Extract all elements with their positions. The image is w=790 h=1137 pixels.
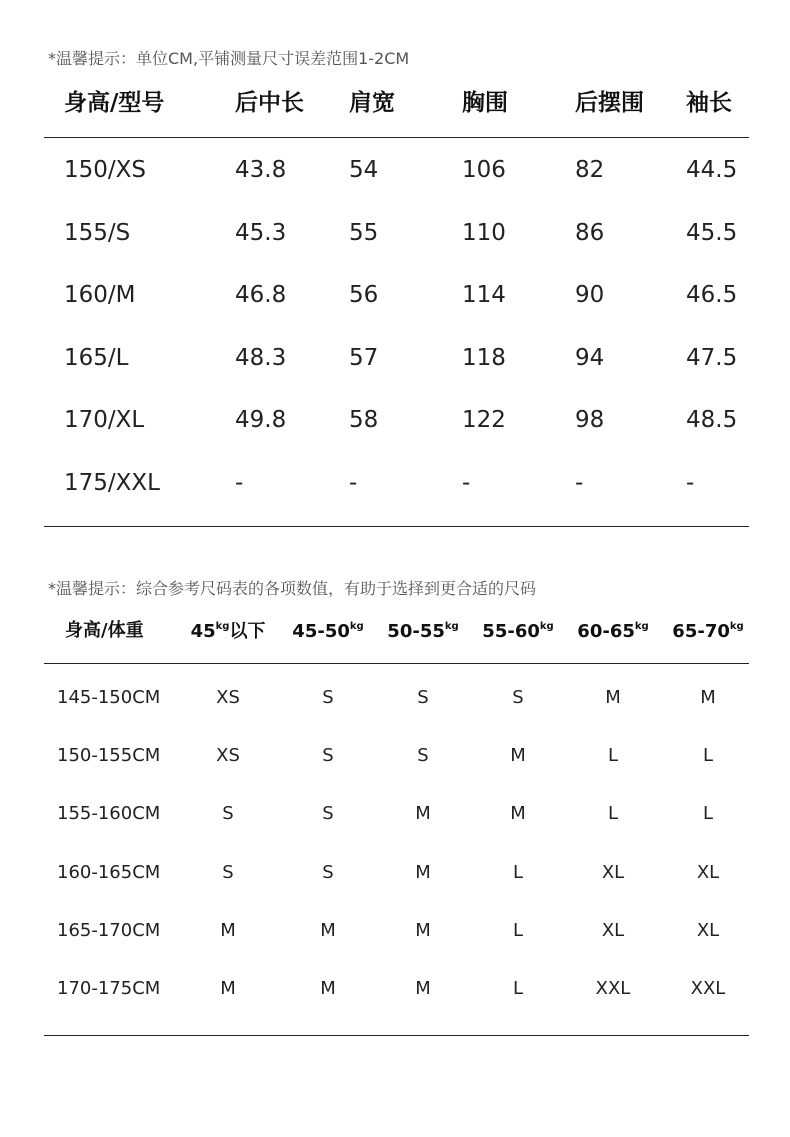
table-cell: XL (696, 862, 720, 883)
table-cell: 45.3 (235, 220, 287, 246)
table-cell: XL (696, 920, 720, 941)
table-cell: 155-160CM (57, 803, 161, 824)
table-cell: M (415, 803, 431, 824)
recommend-header-weight-65-70 (672, 622, 743, 641)
table-cell: 118 (462, 345, 506, 371)
table-cell: S (417, 687, 429, 708)
recommend-chart-bottom-divider (44, 1035, 749, 1036)
table-cell: 160/M (64, 282, 136, 308)
recommend-header-height-weight (65, 622, 144, 640)
table-cell: - (349, 470, 358, 496)
table-cell: 46.5 (686, 282, 738, 308)
recommend-header-text: 45 (190, 621, 216, 642)
table-cell: S (322, 862, 334, 883)
table-cell: 150-155CM (57, 745, 161, 766)
recommend-header-weight-60-65 (577, 622, 648, 641)
table-cell: L (607, 803, 619, 824)
table-cell: 175/XXL (64, 470, 160, 496)
size-chart-header-back-length: 后中长 (235, 90, 304, 116)
table-cell: 122 (462, 407, 506, 433)
table-cell: 48.3 (235, 345, 287, 371)
table-cell: 58 (349, 407, 379, 433)
table-cell: S (322, 745, 334, 766)
table-cell: S (222, 862, 234, 883)
table-cell: 90 (575, 282, 605, 308)
table-cell: 160-165CM (57, 862, 161, 883)
kg-unit: kg (444, 621, 459, 632)
table-cell: 170/XL (64, 407, 145, 433)
table-cell: L (512, 920, 524, 941)
table-cell: L (702, 803, 714, 824)
table-cell: XS (216, 745, 240, 766)
table-cell: 44.5 (686, 157, 738, 183)
table-cell: 114 (462, 282, 506, 308)
recommend-chart-note: *温馨提示：综合参考尺码表的各项数值，有助于选择到更合适的尺码 (48, 579, 537, 598)
table-cell: L (702, 745, 714, 766)
size-chart-note: *温馨提示：单位CM,平铺测量尺寸误差范围1-2CM (48, 49, 410, 68)
table-cell: M (415, 978, 431, 999)
recommend-header-text: 50-55 (387, 621, 445, 642)
table-cell: S (322, 803, 334, 824)
table-cell: 54 (349, 157, 379, 183)
table-cell: 57 (349, 345, 379, 371)
table-cell: - (686, 470, 695, 496)
recommend-header-text: 55-60 (482, 621, 540, 642)
recommend-header-suffix: 以下 (229, 621, 266, 642)
table-cell: XXL (690, 978, 726, 999)
table-cell: 165-170CM (57, 920, 161, 941)
table-cell: 86 (575, 220, 605, 246)
table-cell: S (512, 687, 524, 708)
recommend-header-weight-45 (191, 622, 266, 641)
table-cell: 45.5 (686, 220, 738, 246)
table-cell: S (417, 745, 429, 766)
recommend-chart-header-divider (44, 663, 749, 664)
size-chart-header-height-model: 身高/型号 (64, 90, 165, 116)
table-cell: M (220, 978, 236, 999)
table-cell: 46.8 (235, 282, 287, 308)
table-cell: - (235, 470, 244, 496)
table-cell: 56 (349, 282, 379, 308)
table-cell: M (510, 803, 526, 824)
recommend-header-text: 60-65 (577, 621, 635, 642)
recommend-header-text: 65-70 (672, 621, 730, 642)
table-cell: 150/XS (64, 157, 147, 183)
recommend-header-weight-55-60 (482, 622, 553, 641)
table-cell: L (512, 862, 524, 883)
table-cell: 165/L (64, 345, 129, 371)
table-cell: XS (216, 687, 240, 708)
recommend-header-text: 45-50 (292, 621, 350, 642)
table-cell: S (222, 803, 234, 824)
table-cell: 94 (575, 345, 605, 371)
table-cell: 49.8 (235, 407, 287, 433)
table-cell: M (415, 920, 431, 941)
table-cell: 106 (462, 157, 506, 183)
kg-unit: kg (634, 621, 649, 632)
table-cell: 170-175CM (57, 978, 161, 999)
table-cell: 48.5 (686, 407, 738, 433)
kg-unit: kg (215, 621, 230, 632)
size-chart-header-divider (44, 137, 749, 138)
table-cell: - (575, 470, 584, 496)
table-cell: 47.5 (686, 345, 738, 371)
table-cell: M (220, 920, 236, 941)
kg-unit: kg (349, 621, 364, 632)
kg-unit: kg (539, 621, 554, 632)
table-cell: XXL (595, 978, 631, 999)
table-cell: M (320, 920, 336, 941)
table-cell: L (512, 978, 524, 999)
recommend-header-weight-45-50 (292, 622, 363, 641)
table-cell: XL (601, 920, 625, 941)
table-cell: S (322, 687, 334, 708)
recommend-header-text: 身高/体重 (65, 620, 144, 641)
kg-unit: kg (729, 621, 744, 632)
table-cell: 82 (575, 157, 605, 183)
table-cell: XL (601, 862, 625, 883)
table-cell: - (462, 470, 471, 496)
table-cell: M (700, 687, 716, 708)
table-cell: L (607, 745, 619, 766)
recommend-header-weight-50-55 (387, 622, 458, 641)
table-cell: 155/S (64, 220, 131, 246)
table-cell: 98 (575, 407, 605, 433)
table-cell: 145-150CM (57, 687, 161, 708)
table-cell: 43.8 (235, 157, 287, 183)
size-chart-bottom-divider (44, 526, 749, 527)
size-chart-header-sleeve: 袖长 (686, 90, 732, 116)
table-cell: M (510, 745, 526, 766)
size-chart-header-chest: 胸围 (462, 90, 508, 116)
table-cell: 110 (462, 220, 506, 246)
size-chart-header-hem: 后摆围 (575, 90, 644, 116)
table-cell: M (320, 978, 336, 999)
size-chart-header-shoulder: 肩宽 (349, 90, 395, 116)
table-cell: M (415, 862, 431, 883)
table-cell: 55 (349, 220, 379, 246)
table-cell: M (605, 687, 621, 708)
